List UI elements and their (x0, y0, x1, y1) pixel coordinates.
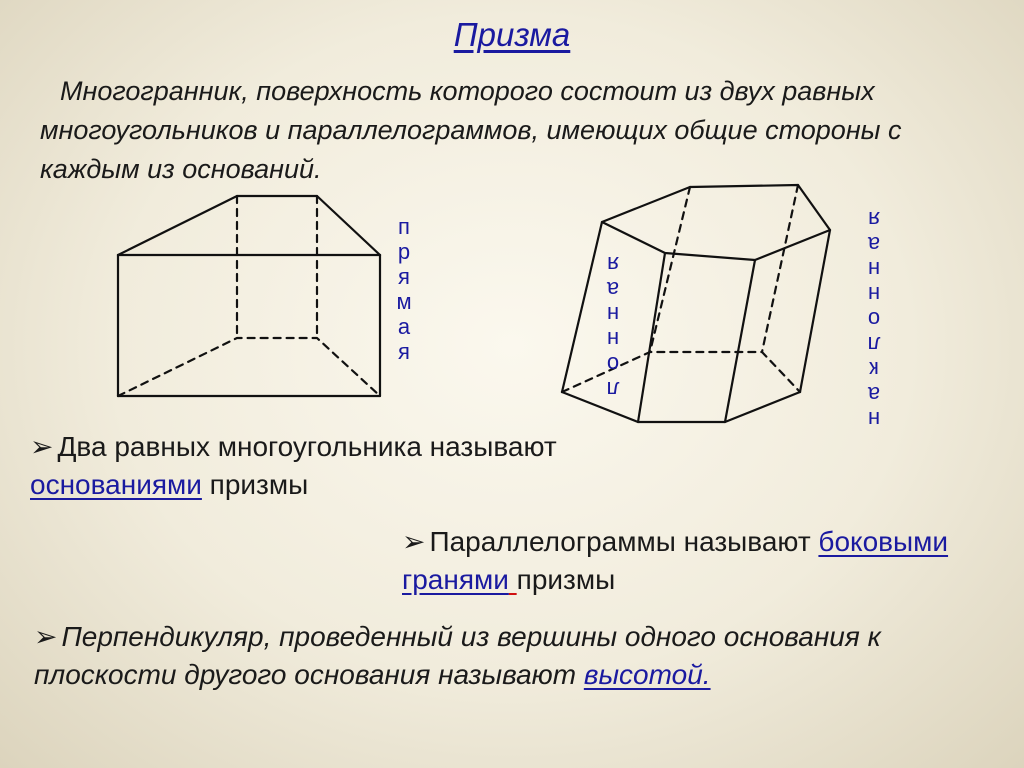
front-edge-2 (725, 260, 755, 422)
top-base-back (118, 196, 380, 255)
hidden-edge-1 (650, 187, 690, 352)
front-edge-1 (638, 253, 665, 422)
bottom-base-back (118, 338, 380, 396)
prism-definition: Многогранник, поверхность которого состоит из двух равных многоугольников и параллелограммов, имеющих общие стороны с каждым из оснований. (40, 76, 902, 184)
left-edge (562, 222, 602, 392)
bottom-base-back (562, 352, 800, 392)
red-underscore-mark (509, 564, 517, 595)
arrow-bullet-icon: ➢ (34, 621, 58, 652)
label-straight-prism: п р я м а я (396, 214, 412, 364)
arrow-bullet-icon: ➢ (30, 431, 54, 462)
hidden-edge-2 (762, 185, 798, 352)
oblique-prism-diagram (550, 170, 850, 430)
straight-prism-diagram (100, 180, 400, 420)
right-edge (800, 230, 830, 392)
height-statement: ➢ Перпендикуляр, проведенный из вершины одного основания к плоскости другого основания называют высотой. (34, 621, 881, 690)
label-inclined-prism-2: н а к л о н н а я (867, 207, 881, 432)
bases-statement: ➢ Два равных многоугольника называют основаниями призмы (30, 431, 557, 500)
slide-title: Призма (453, 16, 571, 53)
term-lateral-faces: боковыми гранями (402, 526, 949, 595)
term-height: высотой. (583, 659, 711, 690)
lateral-faces-statement: ➢ Параллелограммы называют боковыми гранями призмы (402, 526, 949, 595)
bottom-base-front (562, 392, 800, 422)
term-bases: основаниями (30, 469, 202, 500)
label-inclined-prism-1: л о н н а я (606, 252, 620, 402)
arrow-bullet-icon: ➢ (402, 526, 426, 557)
top-base (602, 185, 830, 260)
